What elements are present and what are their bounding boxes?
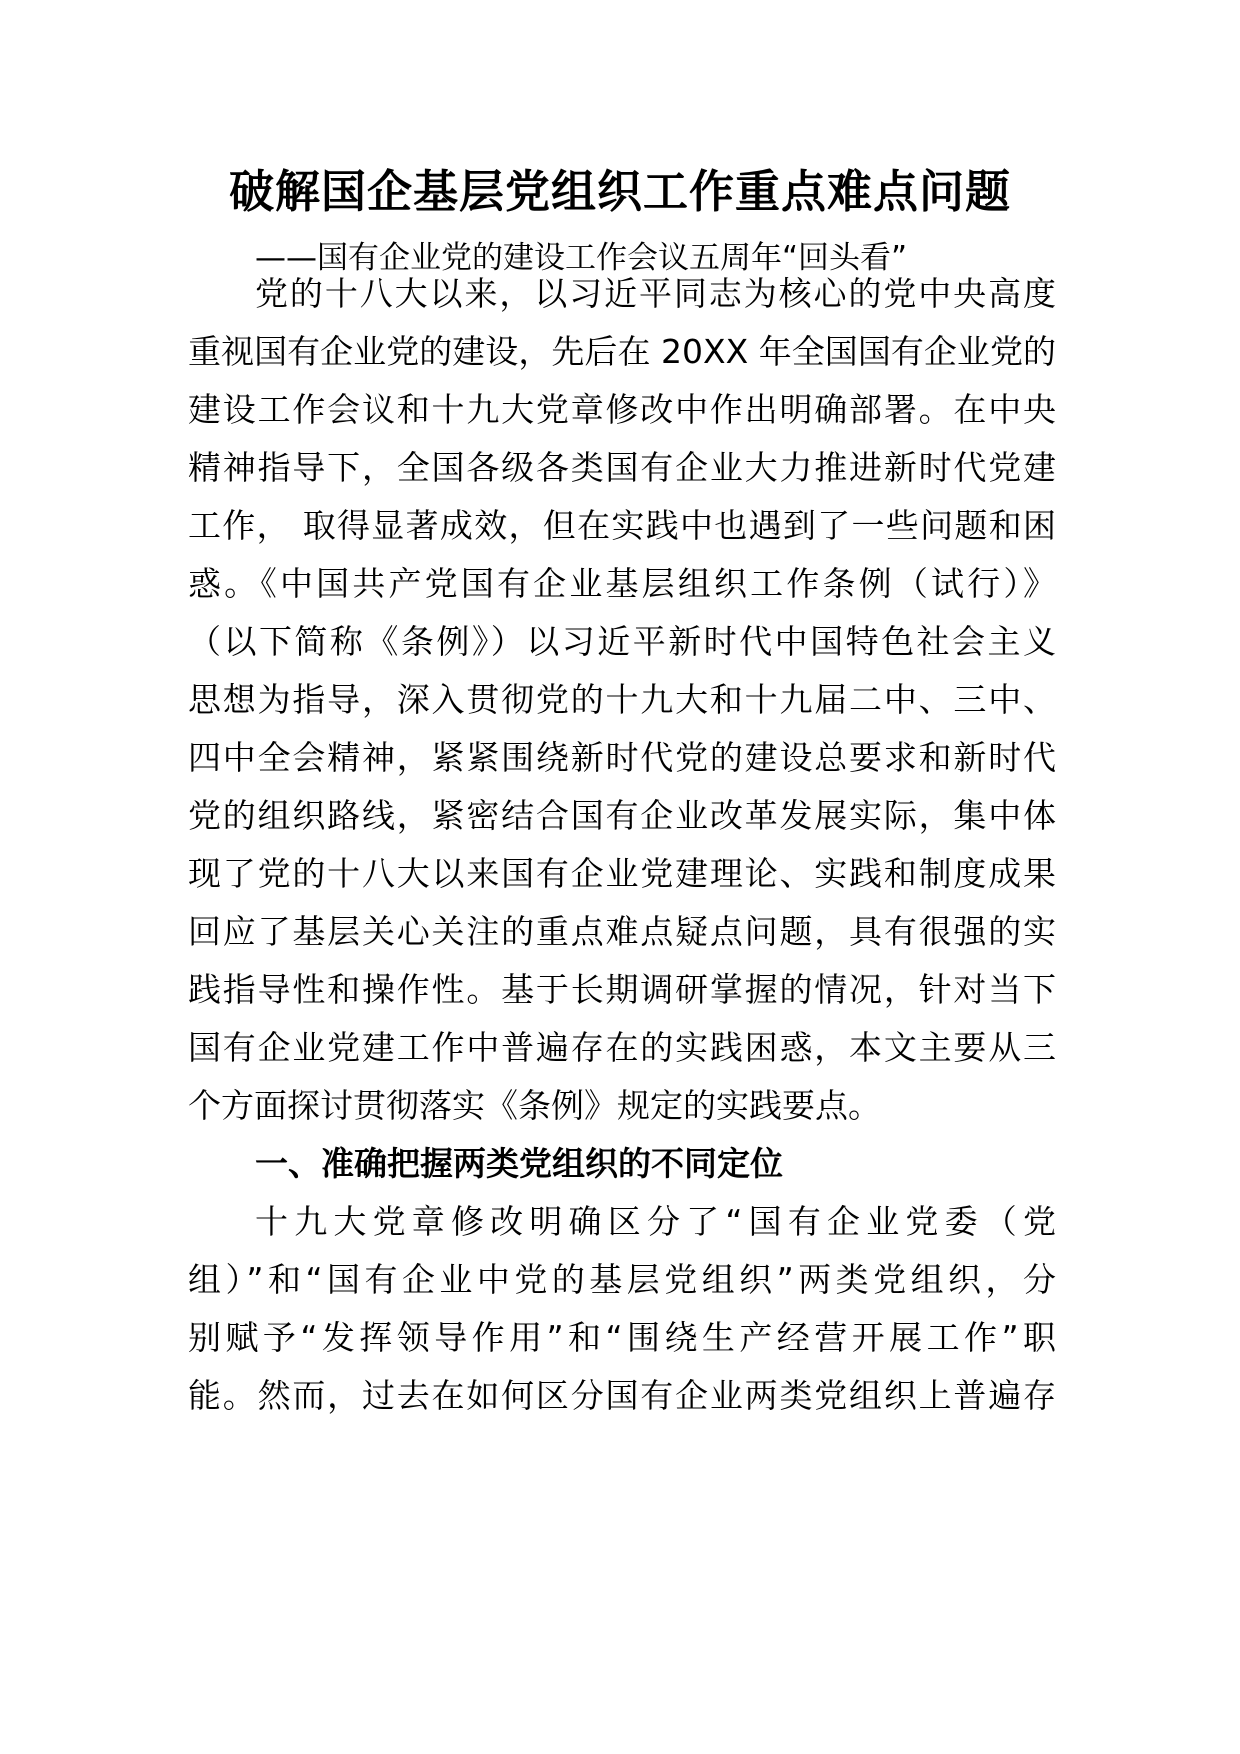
paragraph-line: 国有企业党建工作中普遍存在的实践困惑，本文主要从三 bbox=[188, 1028, 1056, 1067]
section-heading: 一、准确把握两类党组织的不同定位 bbox=[255, 1144, 783, 1183]
paragraph-line: 党的十八大以来，以习近平同志为核心的党中央高度 bbox=[255, 274, 1056, 313]
paragraph-line: 践指导性和操作性。基于长期调研掌握的情况，针对当下 bbox=[188, 970, 1056, 1009]
document-subtitle: ——国有企业党的建设工作会议五周年“回头看” bbox=[255, 240, 908, 276]
paragraph-line: 能。然而，过去在如何区分国有企业两类党组织上普遍存 bbox=[188, 1376, 1056, 1415]
document-title: 破解国企基层党组织工作重点难点问题 bbox=[228, 165, 1011, 218]
paragraph-line: 现了党的十八大以来国有企业党建理论、实践和制度成果 bbox=[188, 854, 1056, 893]
paragraph-line: 十九大党章修改明确区分了“国有企业党委（党 bbox=[255, 1202, 1056, 1241]
paragraph-line: 建设工作会议和十九大党章修改中作出明确部署。在中央 bbox=[188, 390, 1056, 429]
paragraph-line: 惑。《中国共产党国有企业基层组织工作条例（试行）》 bbox=[188, 564, 1056, 603]
paragraph-line: 回应了基层关心关注的重点难点疑点问题，具有很强的实 bbox=[188, 912, 1056, 951]
paragraph-line: （以下简称《条例》）以习近平新时代中国特色社会主义 bbox=[188, 622, 1056, 661]
paragraph-line: 工作， 取得显著成效，但在实践中也遇到了一些问题和困 bbox=[188, 506, 1056, 545]
paragraph-line: 党的组织路线，紧密结合国有企业改革发展实际，集中体 bbox=[188, 796, 1056, 835]
paragraph-line: 重视国有企业党的建设，先后在 20XX 年全国国有企业党的 bbox=[188, 332, 1056, 371]
paragraph-line: 四中全会精神，紧紧围绕新时代党的建设总要求和新时代 bbox=[188, 738, 1056, 777]
paragraph-line: 个方面探讨贯彻落实《条例》规定的实践要点。 bbox=[188, 1086, 881, 1125]
paragraph-line: 别赋予“发挥领导作用”和“围绕生产经营开展工作”职 bbox=[188, 1318, 1056, 1357]
paragraph-line: 组）”和“国有企业中党的基层党组织”两类党组织，分 bbox=[188, 1260, 1056, 1299]
paragraph-line: 精神指导下，全国各级各类国有企业大力推进新时代党建 bbox=[188, 448, 1056, 487]
paragraph-line: 思想为指导，深入贯彻党的十九大和十九届二中、三中、 bbox=[188, 680, 1056, 719]
